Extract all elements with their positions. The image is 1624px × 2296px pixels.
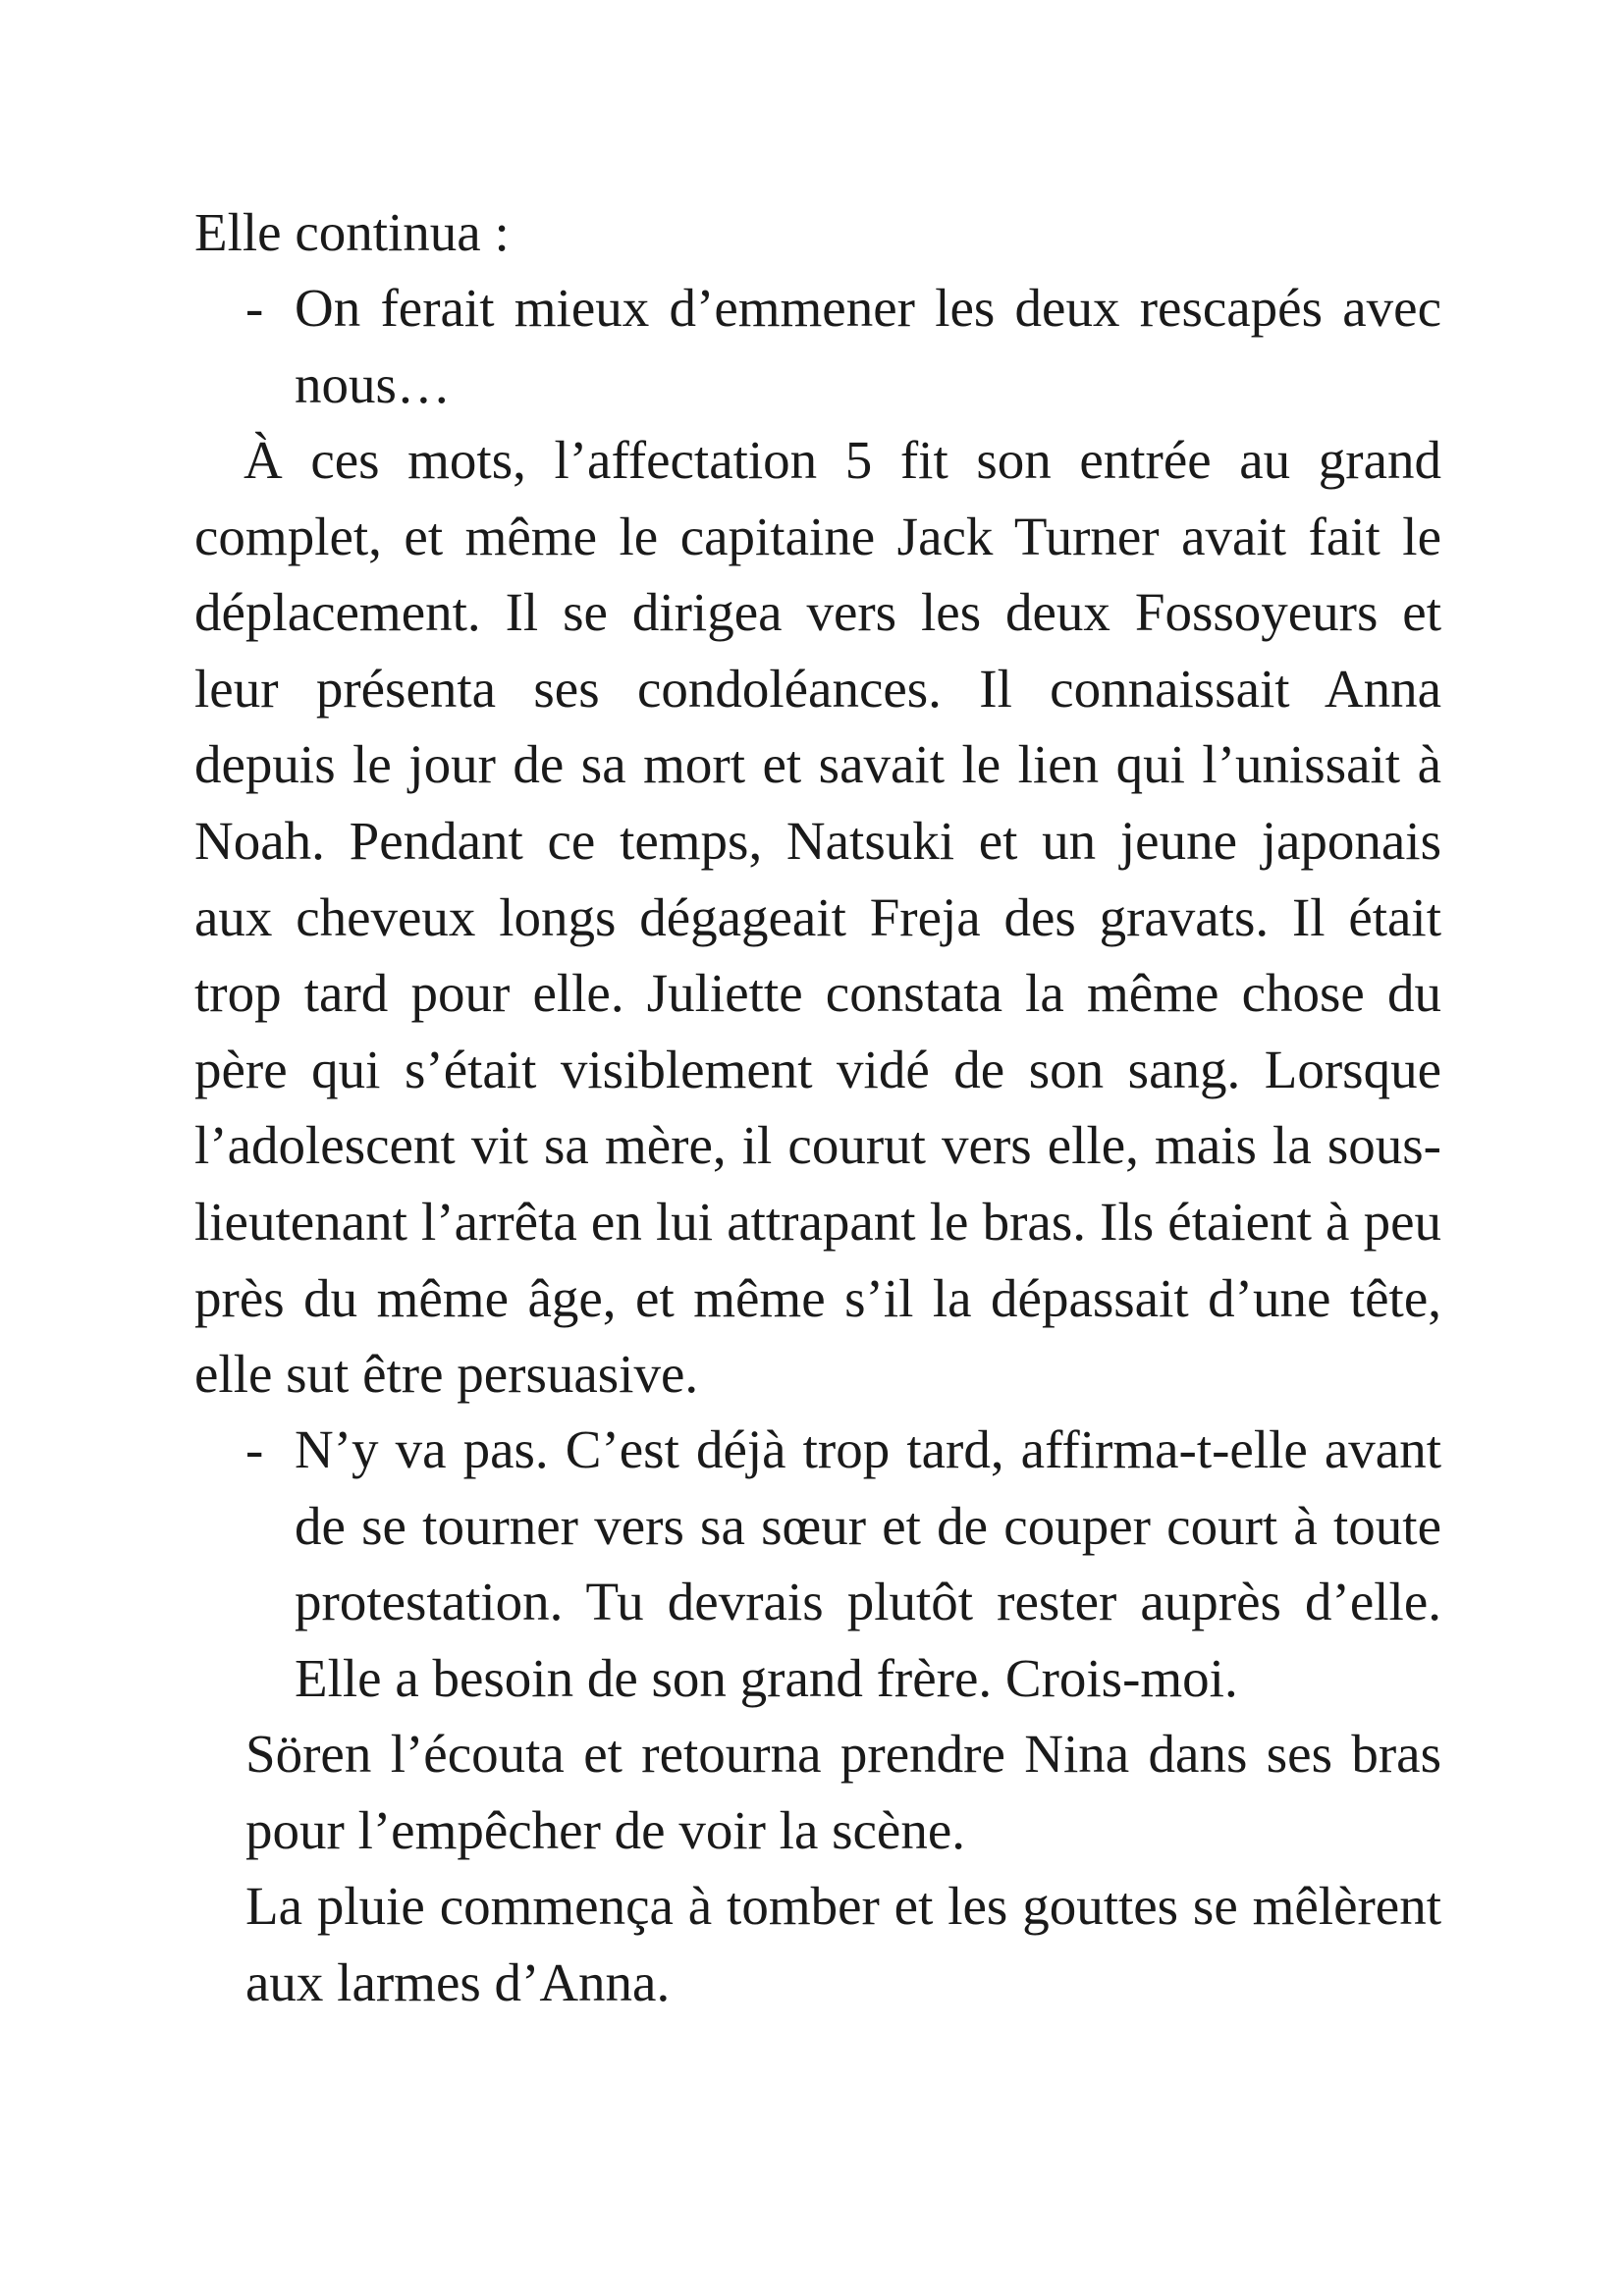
dialogue-text-2: N’y va pas. C’est déjà trop tard, affirma-t-elle avant de se tourner vers sa sœur et de couper court à toute protestation. Tu devrais plutôt rester auprès d’elle. Elle a besoin de son grand frère. Crois-moi. [295,1419,1441,1708]
narration-paragraph-1: À ces mots, l’affectation 5 fit son entrée au grand complet, et même le capitaine Jack Turner avait fait le déplacement. Il se dirigea vers les deux Fossoyeurs et leur présenta ses condoléances. Il connaissait Anna depuis le jour de sa mort et savait le lien qui l’unissait à Noah. Pendant ce temps, Natsuki et un jeune japonais aux cheveux longs dégageait Freja des gravats. Il était trop tard pour elle. Juliette constata la même chose du père qui s’était visiblement vidé de son sang. Lorsque l’adolescent vit sa mère, il courut vers elle, mais la sous-lieutenant l’arrêta en lui attrapant le bras. Ils étaient à peu près du même âge, et même s’il la dépassait d’une tête, elle sut être persuasive. [194,430,1441,1405]
narration-paragraph-2: Sören l’écouta et retourna prendre Nina dans ses bras pour l’empêcher de voir la scène. [245,1724,1441,1860]
dialogue-text-1: On ferait mieux d’emmener les deux rescapés avec nous… [295,278,1441,414]
intro-line: Elle continua : [194,202,510,262]
narration-paragraph-3: La pluie commença à tomber et les gouttes se mêlèrent aux larmes d’Anna. [245,1876,1441,2012]
dialogue-dash: - [245,1419,264,1479]
dialogue-dash: - [245,278,264,338]
